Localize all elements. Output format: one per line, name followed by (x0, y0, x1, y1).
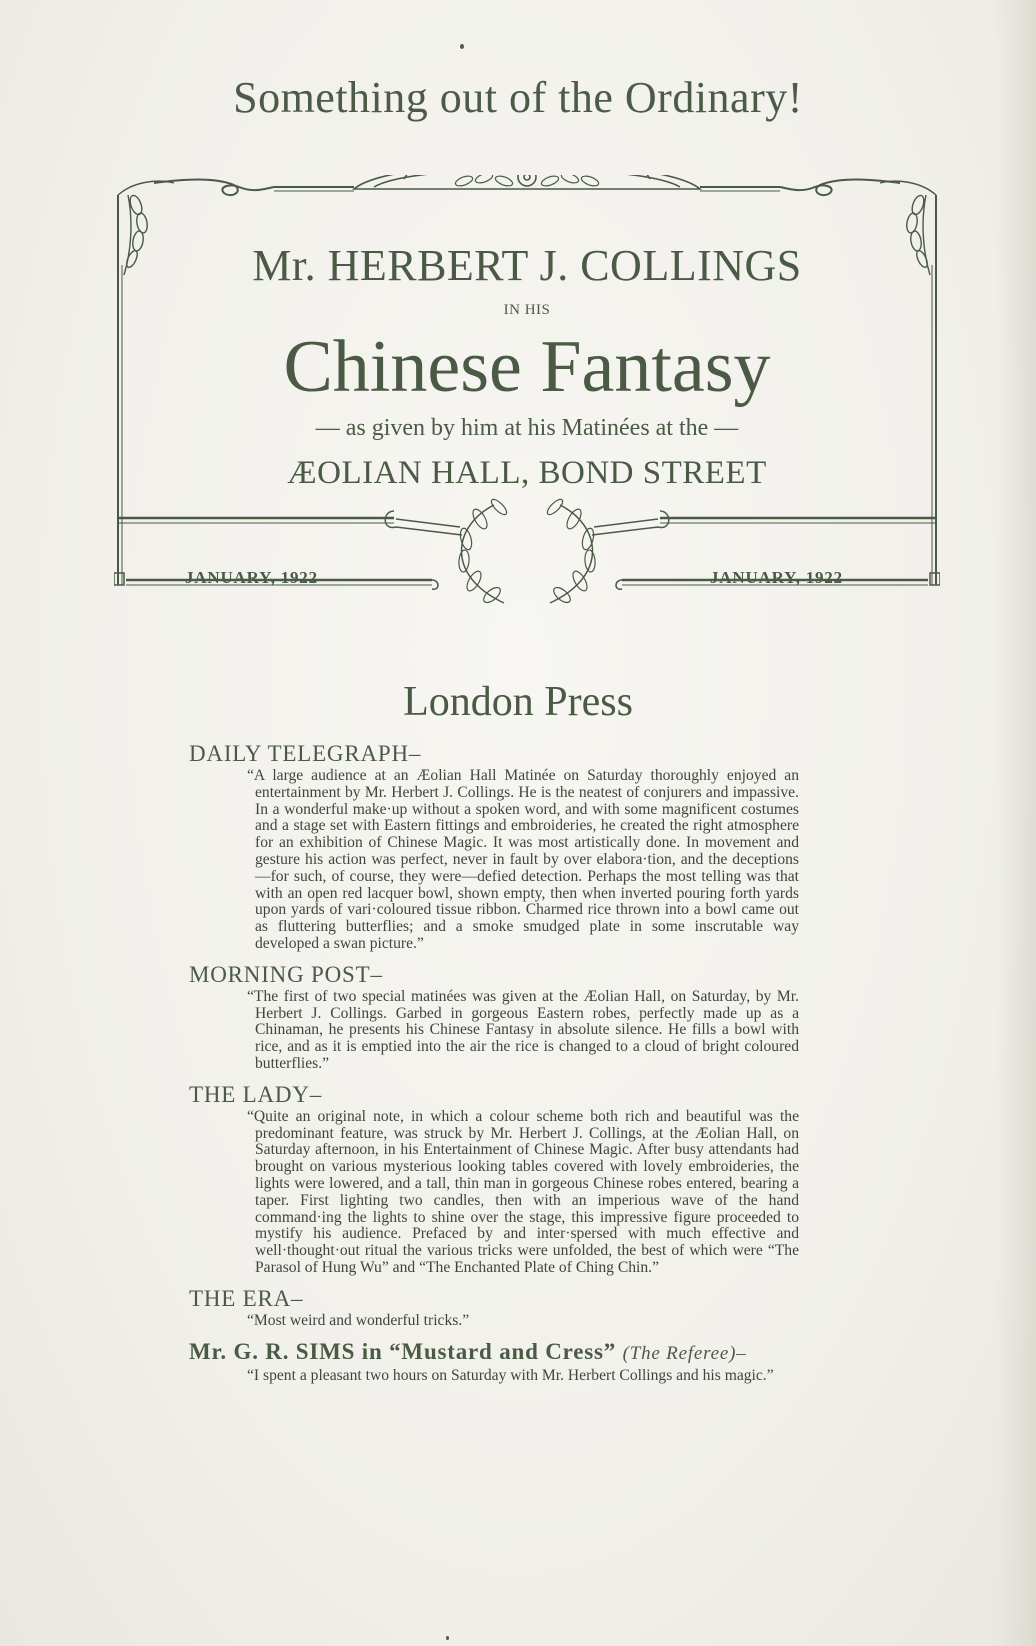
floral-garland-ornament (354, 175, 700, 189)
date-right: JANUARY, 1922 (710, 568, 843, 587)
headline: Something out of the Ordinary! (233, 73, 803, 122)
review-source: DAILY TELEGRAPH– (189, 741, 422, 766)
review-source-main: Mr. G. R. SIMS in “Mustard and Cress” (189, 1338, 617, 1364)
review-source: THE ERA– (189, 1285, 304, 1311)
date-left: JANUARY, 1922 (185, 568, 318, 587)
review-source: THE LADY– (189, 1081, 323, 1107)
review-quote: “I spent a pleasant two hours on Saturday with Mr. Herbert Collings and his magic.” (247, 1366, 774, 1384)
venue: ÆOLIAN HALL, BOND STREET (287, 455, 767, 491)
section-title: London Press (403, 679, 633, 725)
in-his-label: IN HIS (503, 302, 551, 318)
review-gr-sims (189, 1338, 799, 1385)
show-title: Chinese Fantasy (283, 326, 771, 408)
review-source: MORNING POST– (189, 961, 383, 987)
review-morning-post (189, 961, 799, 1073)
performer-name: Mr. HERBERT J. COLLINGS (252, 241, 802, 290)
review-daily-telegraph (189, 740, 799, 953)
laurel-wreath-ornament (385, 497, 669, 605)
paper-speck (446, 1636, 449, 1640)
show-subtitle: — as given by him at his Matinées at the — (315, 415, 739, 441)
review-quote: “Most weird and wonderful tricks.” (247, 1311, 470, 1329)
review-quote: “A large audience at an Æolian Hall Matinée on Saturday thoroughly enjoyed an entertainment by Mr. Herbert J. Collings. He is the neatest of conjurers and impassive. In a wonderful make·up without a spoken word, and with some magnificent costumes and a stage set with Eastern fittings and embroideries, he created the right atmosphere for an exhibition of Chinese Magic. It was most artistically done. In movement and gesture his action was perfect, never in fault by over elabora·tion, and the deceptions—for such, of course, they were—defied detection. Perhaps the most telling was that with an open red lacquer bowl, shown empty, then when inverted pouring forth yards upon yards of vari·coloured tissue ribbon. Charmed rice thrown into a bowl came out as fluttering butterflies; and a smoke smudged plate in some inscrutable way developed a swan picture.” (247, 767, 799, 952)
paper-edge-shadow (996, 0, 1036, 1646)
review-source-publication: (The Referee)– (622, 1342, 747, 1364)
review-source (189, 1338, 799, 1368)
review-the-lady (189, 1081, 799, 1277)
review-quote: “The first of two special matinées was given at the Æolian Hall, on Saturday, by Mr. Herbert J. Collings. Garbed in gorgeous Eastern robes, perfectly made up as a Chinaman, he presents his Chinese Fantasy in absolute silence. He fills a bowl with rice, and as it is emptied into the air the rice is changed to a cloud of bright coloured butterflies.” (247, 987, 799, 1072)
press-reviews (189, 740, 799, 1392)
paper-speck (460, 44, 464, 49)
review-the-era (189, 1285, 799, 1330)
review-quote: “Quite an original note, in which a colour scheme both rich and beautiful was the predominant feature, was struck by Mr. Herbert J. Collings, at the Æolian Hall, on Saturday afternoon, in his Entertainment of Chinese Magic. After busy attendants had brought on various mysterious looking tables covered with lovely embroideries, the lights were lowered, and a tall, thin man in gorgeous Chinese robes entered, bearing a taper. First lighting two candles, then with an imperious wave of the hand command·ing the lights to shine over the stage, this impressive figure proceeded to mystify his audience. Prefaced by and inter·spersed with much effective and well·thought·out ritual the various tricks were unfolded, the best of which were “The Parasol of Hung Wu” and “The Enchanted Plate of Ching Chin.” (247, 1107, 799, 1276)
